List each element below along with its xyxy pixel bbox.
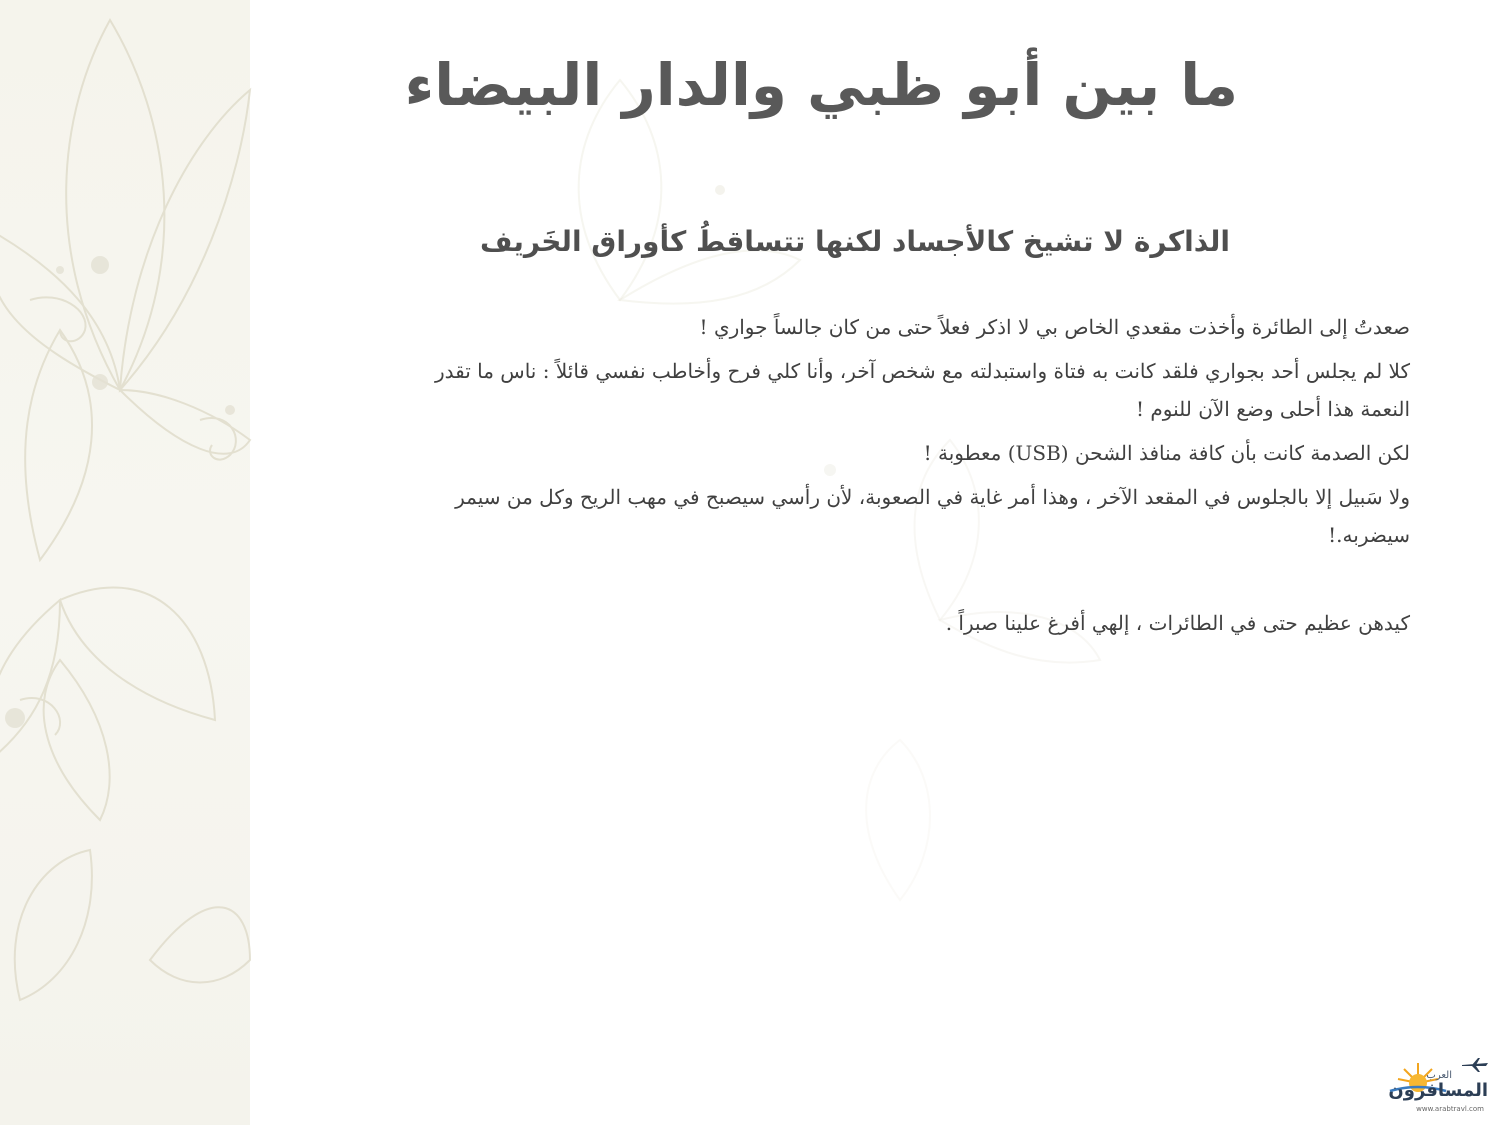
- paragraph-4: ولا سَبيل إلا بالجلوس في المقعد الآخر ، وهذا أمر غاية في الصعوبة، لأن رأسي سيصبح في مهب الريح وكل من سيمر سيضربه.!: [455, 485, 1410, 547]
- decorative-side-panel: [0, 0, 250, 1125]
- slide-body: [430, 308, 1410, 648]
- airplane-icon: [1460, 1057, 1490, 1073]
- watermark-name: المسافرون: [1388, 1080, 1488, 1101]
- paragraph-2: كلا لم يجلس أحد بجواري فلقد كانت به فتاة واستبدلته مع شخص آخر، وأنا كلي فرح وأخاطب نفسي قائلاً : ناس ما تقدر النعمة هذا أحلى وضع الآن للنوم !: [434, 359, 1410, 421]
- slide-title: ما بين أبو ظبي والدار البيضاء: [404, 51, 1238, 119]
- watermark-url: www.arabtravl.com: [1416, 1105, 1484, 1113]
- paragraph-1: صعدتُ إلى الطائرة وأخذت مقعدي الخاص بي لا اذكر فعلاً حتى من كان جالساً جواري !: [699, 315, 1410, 339]
- watermark-logo: [1386, 1055, 1492, 1117]
- watermark-prefix: العرب: [1426, 1070, 1452, 1081]
- paragraph-3: لكن الصدمة كانت بأن كافة منافذ الشحن (USB) معطوبة !: [923, 441, 1410, 465]
- slide-subtitle: الذاكرة لا تشيخ كالأجساد لكنها تتساقطُ كأوراق الخَريف: [479, 225, 1230, 258]
- paragraph-5: كيدهن عظيم حتى في الطائرات ، إلهي أفرغ علينا صبراً .: [945, 611, 1410, 635]
